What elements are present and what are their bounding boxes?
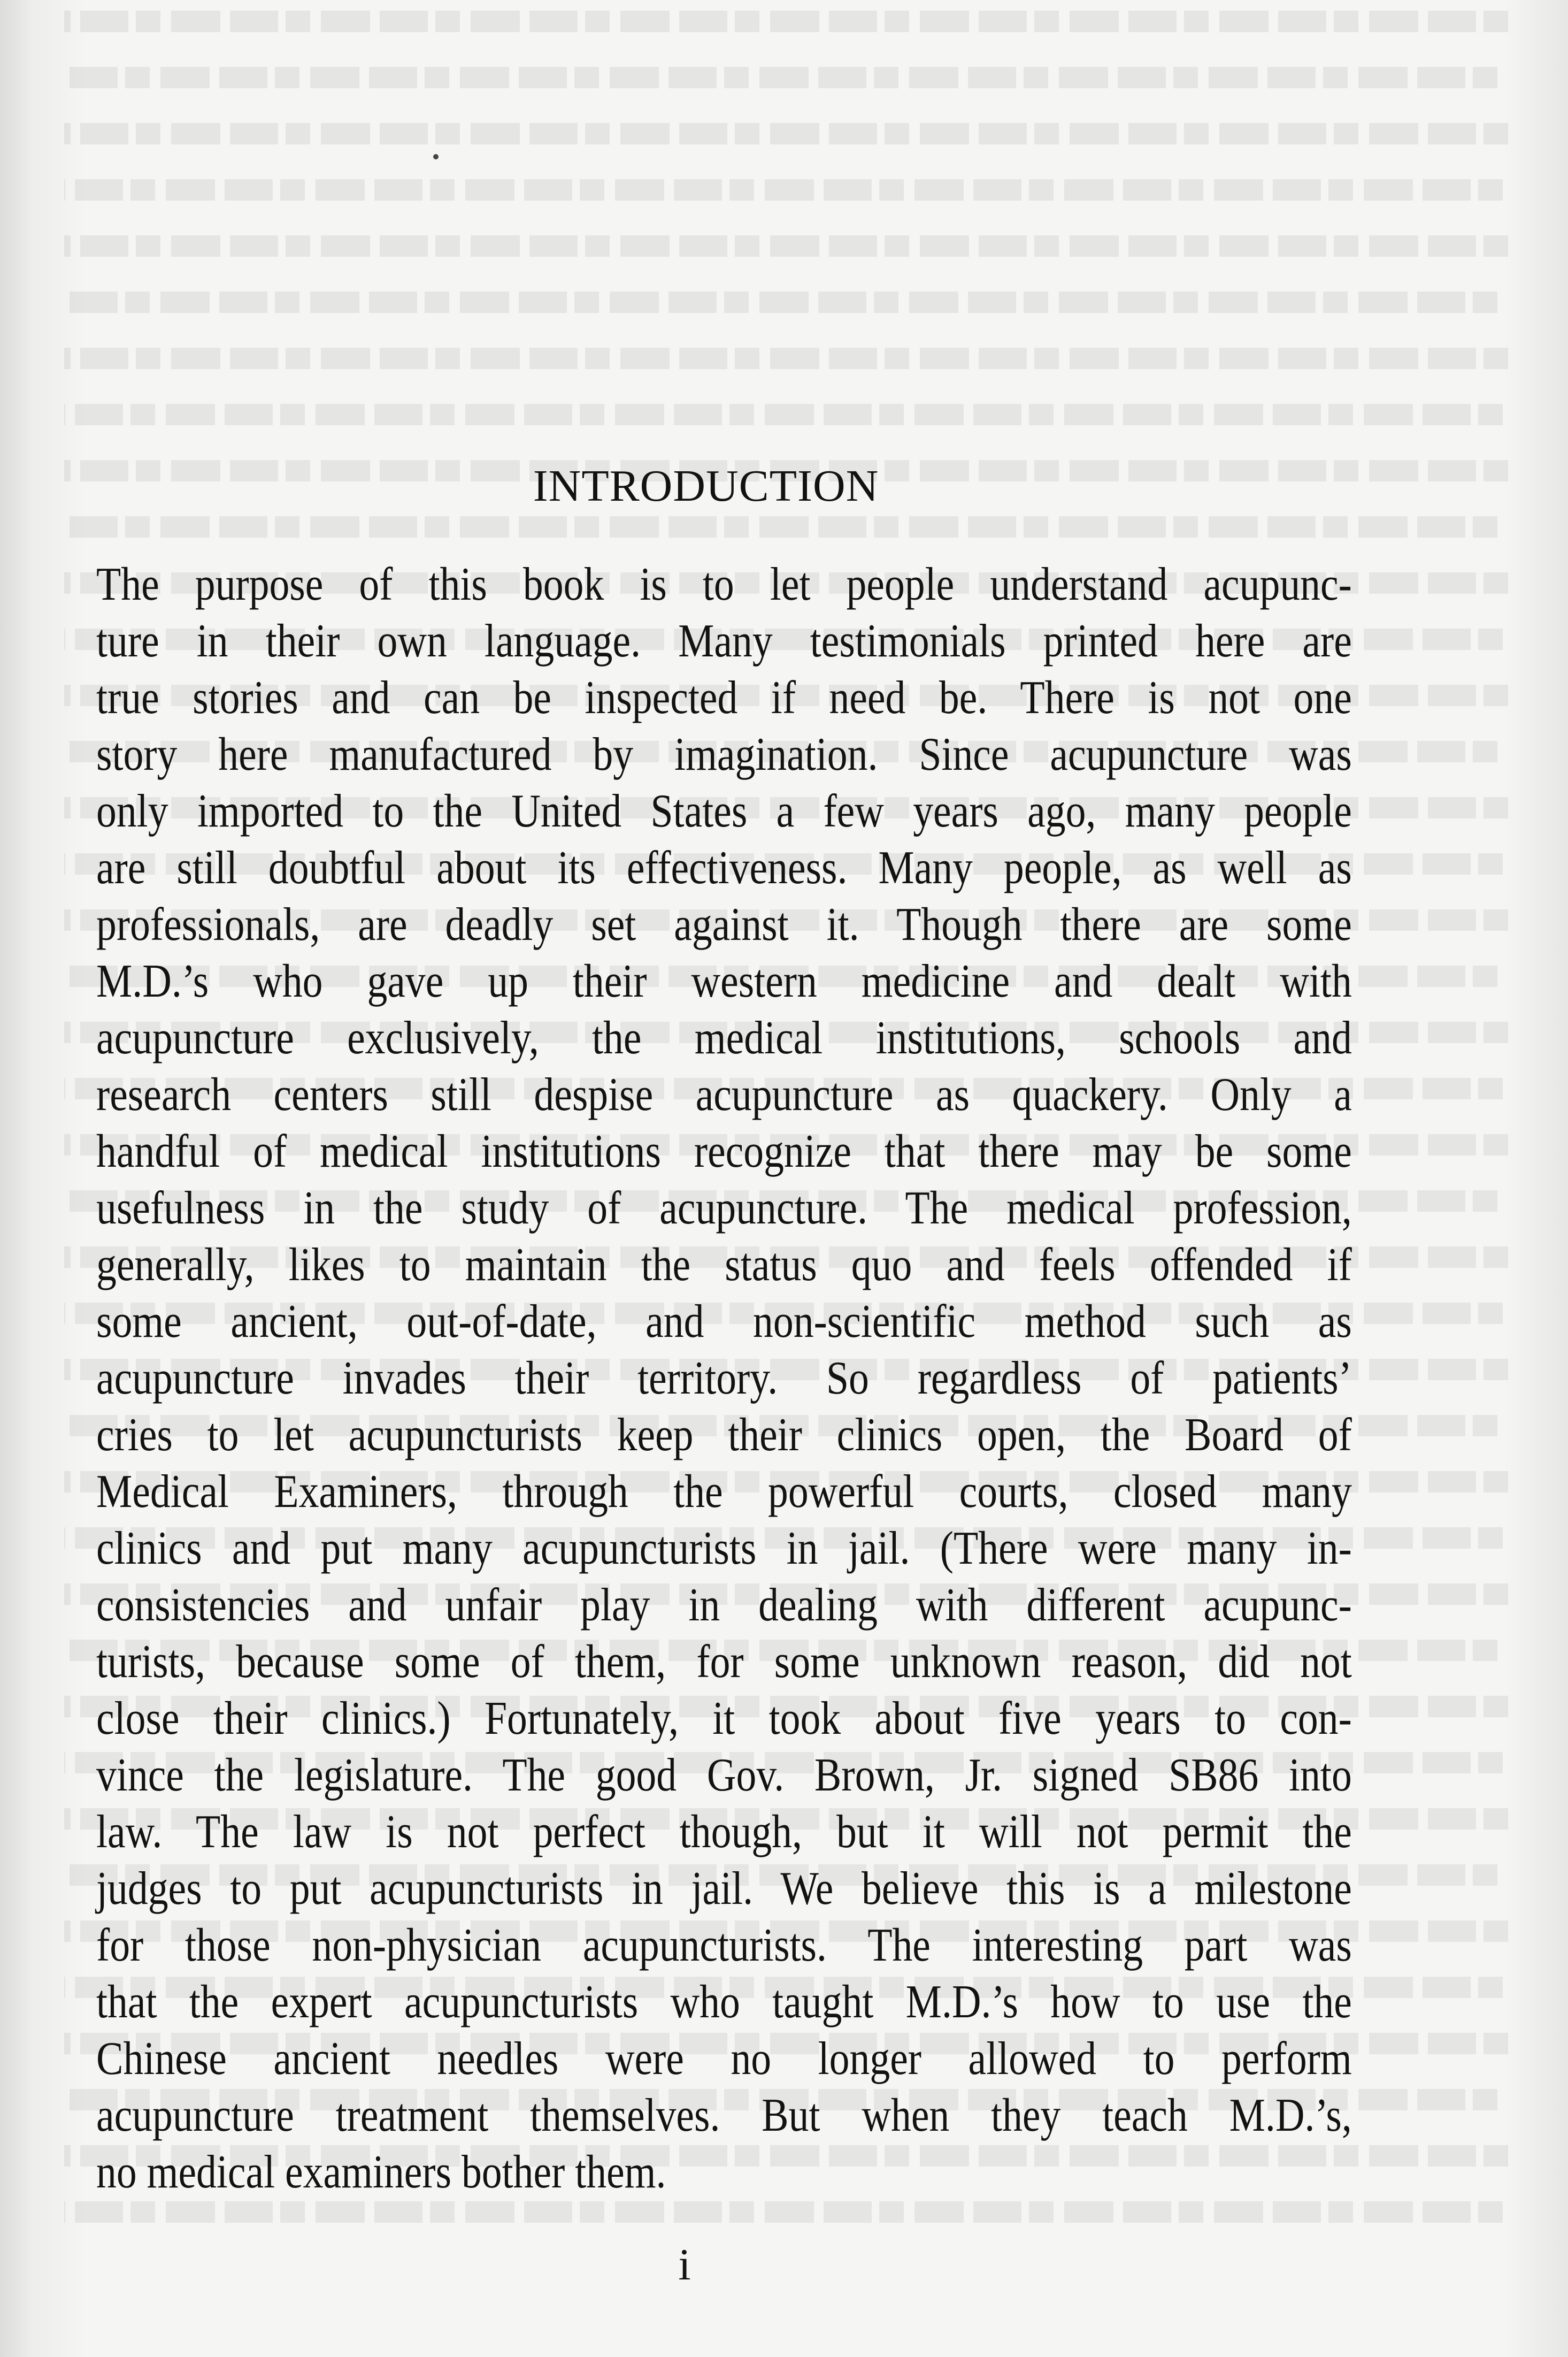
text-line: M.D.’s who gave up their western medicine and dealt with <box>96 955 1352 1007</box>
text-line: acupuncture exclusively, the medical institutions, schools and <box>96 1012 1352 1064</box>
text-line: ture in their own language. Many testimonials printed here are <box>96 615 1352 667</box>
text-line: acupuncture treatment themselves. But when they teach M.D.’s, <box>96 2090 1352 2141</box>
text-line: law. The law is not perfect though, but it will not permit the <box>96 1806 1352 1858</box>
text-line: generally, likes to maintain the status quo and feels offended if <box>96 1239 1352 1291</box>
text-line: only imported to the United States a few years ago, many people <box>96 785 1352 837</box>
text-line: The purpose of this book is to let people understand acupunc- <box>96 558 1352 610</box>
text-line: that the expert acupuncturists who taught M.D.’s how to use the <box>96 1976 1352 2028</box>
speck-mark <box>433 154 439 159</box>
text-line: acupuncture invades their territory. So regardless of patients’ <box>96 1352 1352 1404</box>
text-line: handful of medical institutions recognize that there may be some <box>96 1126 1352 1177</box>
text-line: clinics and put many acupuncturists in jail. (There were many in- <box>96 1522 1352 1574</box>
text-line: Chinese ancient needles were no longer allowed to perform <box>96 2033 1352 2085</box>
page-heading: INTRODUCTION <box>533 461 879 511</box>
text-line: consistencies and unfair play in dealing with different acupunc- <box>96 1579 1352 1631</box>
text-line: usefulness in the study of acupuncture. The medical profession, <box>96 1182 1352 1234</box>
text-line: judges to put acupuncturists in jail. We believe this is a milestone <box>96 1863 1352 1915</box>
text-line: true stories and can be inspected if need be. There is not one <box>96 672 1352 724</box>
text-line: are still doubtful about its effectiveness. Many people, as well as <box>96 842 1352 894</box>
text-line: research centers still despise acupuncture as quackery. Only a <box>96 1069 1352 1121</box>
text-line: close their clinics.) Fortunately, it took about five years to con- <box>96 1693 1352 1744</box>
text-line: story here manufactured by imagination. Since acupuncture was <box>96 729 1352 780</box>
text-line: some ancient, out-of-date, and non-scientific method such as <box>96 1296 1352 1348</box>
text-line: no medical examiners bother them. <box>96 2146 666 2198</box>
text-line: vince the legislature. The good Gov. Brown, Jr. signed SB86 into <box>96 1749 1352 1801</box>
text-line: cries to let acupuncturists keep their clinics open, the Board of <box>96 1409 1352 1461</box>
text-line: Medical Examiners, through the powerful courts, closed many <box>96 1466 1352 1518</box>
text-line: professionals, are deadly set against it. Though there are some <box>96 899 1352 951</box>
page-number: i <box>678 2240 691 2290</box>
text-line: turists, because some of them, for some unknown reason, did not <box>96 1636 1352 1688</box>
body-text <box>96 556 1352 2201</box>
text-line: for those non-physician acupuncturists. The interesting part was <box>96 1919 1352 1971</box>
